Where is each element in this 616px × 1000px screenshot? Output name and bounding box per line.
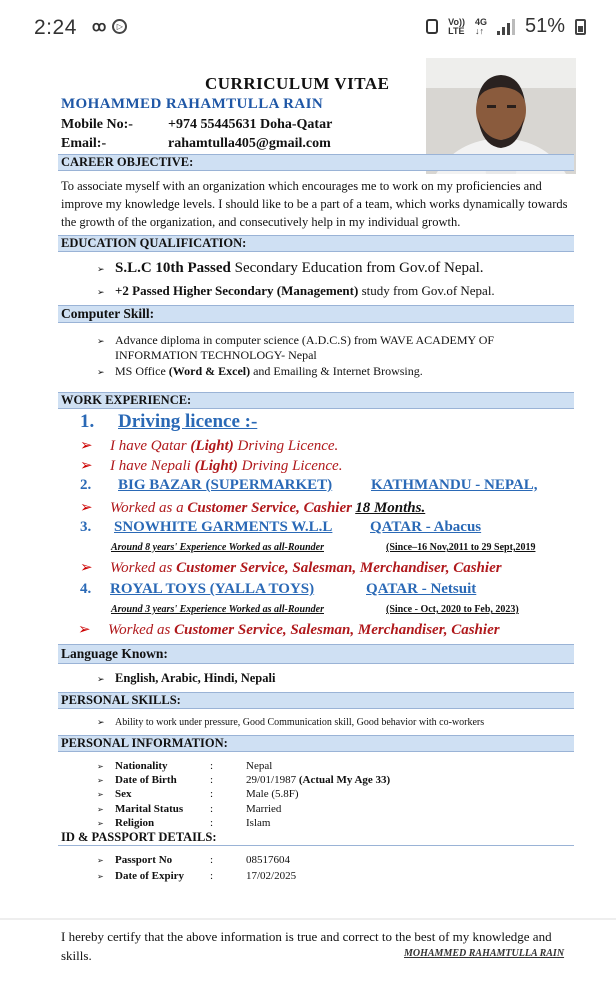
work-item-3-title: 3. SNOWHITE GARMENTS W.L.L <box>80 519 333 535</box>
bullet-arrow-icon: ➢ <box>97 336 105 346</box>
work-item-3-role: ➢ Worked as Customer Service, Salesman, Merchandiser, Cashier <box>80 560 502 576</box>
info-date-of-birth: ➢ Date of Birth : 29/01/1987 (Actual My Age 33) <box>97 774 391 786</box>
network-share-icon: ꝏ <box>92 18 107 34</box>
work-item-1-line-2: ➢ I have Nepali (Light) Driving Licence. <box>80 458 343 474</box>
bullet-arrow-icon: ➢ <box>80 500 93 516</box>
work-item-3-experience: Around 8 years' Experience Worked as all-Rounder <box>111 542 324 553</box>
language-heading: Language Known: <box>58 644 574 664</box>
email-value: rahamtulla405@gmail.com <box>168 136 331 151</box>
education-item-2: ➢ +2 Passed Higher Secondary (Management) study from Gov.of Nepal. <box>97 283 495 298</box>
work-item-4-experience: Around 3 years' Experience Worked as all-Rounder <box>111 604 324 615</box>
bullet-arrow-icon: ➢ <box>80 438 93 454</box>
info-sex: ➢ Sex : Male (5.8F) <box>97 788 299 800</box>
email-row <box>61 136 331 152</box>
info-nationality: ➢ Nationality : Nepal <box>97 760 273 772</box>
info-marital-status: ➢ Marital Status : Married <box>97 803 282 815</box>
languages-item: ➢ English, Arabic, Hindi, Nepali <box>97 671 276 685</box>
declaration-text: I hereby certify that the above information is true and correct to the best of my knowledge and skills. <box>61 929 552 963</box>
work-item-2-role: ➢ Worked as a Customer Service, Cashier 18 Months. <box>80 500 426 516</box>
id-passport-heading: ID & PASSPORT DETAILS: <box>58 830 574 846</box>
work-item-4-location: QATAR - Netsuit <box>366 581 477 597</box>
computer-item-1: ➢ Advance diploma in computer science (A.D.C.S) from WAVE ACADEMY OF <box>97 333 495 347</box>
mobile-value: +974 55445631 Doha-Qatar <box>168 117 333 132</box>
personal-info-heading: PERSONAL INFORMATION: <box>58 735 574 752</box>
work-item-1-line-1: ➢ I have Qatar (Light) Driving Licence. <box>80 438 339 454</box>
work-item-3-dates: (Since–16 Nov,2011 to 29 Sept,2019 <box>386 542 536 553</box>
bullet-arrow-icon: ➢ <box>97 819 104 828</box>
status-right-icons <box>426 15 586 38</box>
battery-percent: 51% <box>524 15 565 37</box>
battery-icon <box>575 19 586 35</box>
cv-document <box>0 58 616 918</box>
work-item-1-title: 1. Driving licence :- <box>80 411 258 432</box>
status-time: 2:24 <box>34 16 77 39</box>
passport-expiry-row: ➢ Date of Expiry : 17/02/2025 <box>97 870 297 882</box>
bullet-arrow-icon: ➢ <box>97 287 105 297</box>
career-objective-text: To associate myself with an organization which encourages me to work on my proficiencies and improve my knowledge levels. I should like to be a part of a team, which works dynamically towards the growth of the organization, and consecutively help in my individual growth. <box>61 179 568 229</box>
bullet-arrow-icon: ➢ <box>97 856 104 865</box>
info-religion: ➢ Religion : Islam <box>97 817 271 829</box>
email-label: Email:- <box>61 136 107 151</box>
bullet-arrow-icon: ➢ <box>97 762 104 771</box>
work-item-4-title: 4. ROYAL TOYS (YALLA TOYS) <box>80 581 315 597</box>
data-indicator: 4G ↓↑ <box>474 16 487 36</box>
education-item-1: ➢ S.L.C 10th Passed Secondary Education from Gov.of Nepal. <box>97 260 484 276</box>
mobile-row <box>61 117 333 133</box>
nfc-icon <box>426 19 438 34</box>
bullet-arrow-icon: ➢ <box>80 560 93 576</box>
bullet-arrow-icon: ➢ <box>97 776 104 785</box>
bullet-arrow-icon: ➢ <box>78 622 91 638</box>
computer-item-2: ➢ MS Office (Word & Excel) and Emailing & Internet Browsing. <box>97 364 423 378</box>
page-break <box>0 918 616 920</box>
work-item-4-dates: (Since - Oct, 2020 to Feb, 2023) <box>386 604 519 615</box>
signature-name: MOHAMMED RAHAMTULLA RAIN <box>404 948 565 959</box>
bullet-arrow-icon: ➢ <box>97 717 105 727</box>
status-bar <box>0 0 616 58</box>
personal-skills-item: ➢ Ability to work under pressure, Good Communication skill, Good behavior with co-workers <box>97 717 485 728</box>
navigation-icon: ▷ <box>112 19 127 34</box>
bullet-arrow-icon: ➢ <box>97 674 105 684</box>
education-heading: EDUCATION QUALIFICATION: <box>58 235 574 252</box>
work-experience-heading: WORK EXPERIENCE: <box>58 392 574 409</box>
work-item-2-title: 2. BIG BAZAR (SUPERMARKET) <box>80 477 333 493</box>
volte-indicator: Vo)) LTE <box>448 16 465 36</box>
personal-skills-heading: PERSONAL SKILLS: <box>58 692 574 709</box>
passport-number-row: ➢ Passport No : 08517604 <box>97 854 290 866</box>
career-objective-heading: CAREER OBJECTIVE: <box>58 154 574 171</box>
signal-icon <box>497 19 515 35</box>
candidate-name: MOHAMMED RAHAMTULLA RAIN <box>61 96 324 112</box>
work-item-3-location: QATAR - Abacus <box>370 519 482 535</box>
bullet-arrow-icon: ➢ <box>80 458 93 474</box>
work-item-4-role: ➢ Worked as Customer Service, Salesman, Merchandiser, Cashier <box>78 622 500 638</box>
bullet-arrow-icon: ➢ <box>97 790 104 799</box>
bullet-arrow-icon: ➢ <box>97 367 105 377</box>
computer-skill-heading: Computer Skill: <box>58 305 574 323</box>
cv-title: CURRICULUM VITAE <box>205 74 390 93</box>
bullet-arrow-icon: ➢ <box>97 264 105 274</box>
bullet-arrow-icon: ➢ <box>97 872 104 881</box>
computer-item-1-cont: INFORMATION TECHNOLOGY- Nepal <box>115 348 317 362</box>
bullet-arrow-icon: ➢ <box>97 805 104 814</box>
status-left-icons <box>92 18 127 35</box>
mobile-label: Mobile No:- <box>61 117 133 132</box>
work-item-2-location: KATHMANDU - NEPAL, <box>371 477 538 493</box>
